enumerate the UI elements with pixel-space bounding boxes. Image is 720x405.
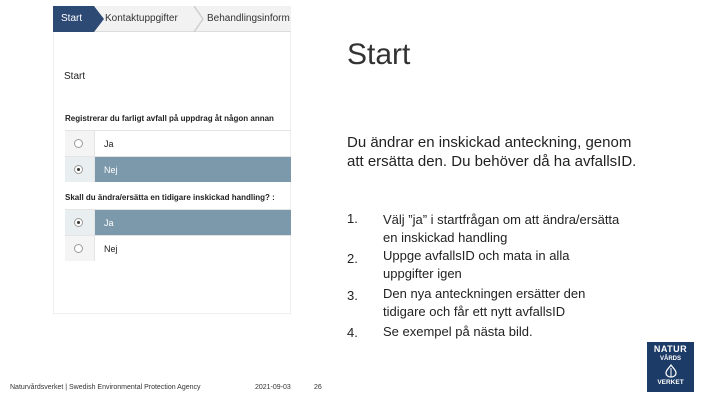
radio-option-nej[interactable] — [65, 156, 291, 182]
option-label: Ja — [104, 218, 114, 228]
step-number: 1. — [347, 211, 358, 226]
step-text: Den nya anteckningen ersätter den tidigare och får ett nytt avfallsID — [383, 286, 586, 319]
radio-option-ja[interactable] — [65, 130, 291, 156]
step-number: 4. — [347, 325, 358, 340]
page-number: 26 — [314, 384, 322, 391]
radio-button-checked-icon[interactable] — [74, 218, 83, 227]
logo-text-line: VÅRDS — [659, 356, 681, 362]
option-label: Nej — [104, 165, 118, 175]
radio-cell — [65, 236, 95, 261]
option-label: Ja — [104, 139, 114, 149]
radio-option-nej[interactable] — [65, 235, 291, 261]
step-text: Välj ”ja” i startfrågan om att ändra/ersätta en inskickad handling — [383, 212, 620, 245]
question-label: Registrerar du farligt avfall på uppdrag åt någon annan — [65, 114, 274, 123]
naturvardsverket-logo — [647, 342, 694, 392]
slide-title: Start — [347, 38, 411, 71]
tab-bar — [53, 6, 291, 32]
radio-cell — [65, 210, 95, 235]
step-text: Uppge avfallsID och mata in alla uppgifter igen — [383, 248, 570, 281]
logo-text-line: NATUR — [653, 344, 688, 354]
radio-button-icon[interactable] — [74, 244, 83, 253]
radio-button-icon[interactable] — [74, 139, 83, 148]
logo-text-line: VERKET — [657, 379, 684, 386]
footer-date: 2021-09-03 — [255, 384, 291, 391]
radio-cell — [65, 157, 95, 182]
step-text: Se exempel på nästa bild. — [383, 324, 533, 339]
question-label: Skall du ändra/ersätta en tidigare inskickad handling? : — [65, 193, 275, 202]
radio-button-checked-icon[interactable] — [74, 165, 83, 174]
tab-start[interactable]: Start — [53, 6, 94, 32]
intro-text: Du ändrar en inskickad anteckning, genom att ersätta den. Du behöver då ha avfallsID. — [347, 134, 637, 170]
form-screenshot — [53, 6, 291, 314]
section-title: Start — [64, 71, 86, 82]
tab-behandlingsinformation[interactable]: Behandlingsinform — [207, 13, 290, 24]
footer-organization: Naturvårdsverket | Swedish Environmental Protection Agency — [10, 384, 201, 391]
radio-cell — [65, 131, 95, 156]
radio-option-ja[interactable] — [65, 209, 291, 235]
tab-kontaktuppgifter[interactable]: Kontaktuppgifter — [105, 13, 178, 24]
option-label: Nej — [104, 244, 118, 254]
step-number: 3. — [347, 288, 358, 303]
tab-chevron-icon — [193, 6, 205, 32]
step-number: 2. — [347, 251, 358, 266]
logo-symbol-icon — [664, 364, 678, 378]
